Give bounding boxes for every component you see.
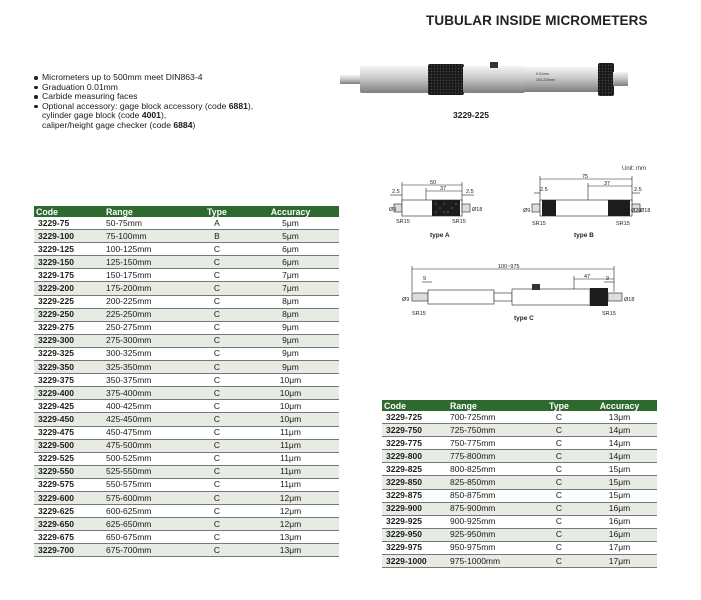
- cell-code: 3229-475: [34, 426, 104, 439]
- dim-label: SR15: [396, 219, 410, 225]
- dim-label: Ø18: [472, 207, 482, 213]
- cell-accuracy: 8μm: [242, 295, 339, 308]
- diagram-type-b: [520, 172, 650, 230]
- cell-code: 3229-775: [382, 437, 448, 450]
- cell-accuracy: 15μm: [582, 489, 657, 502]
- cell-accuracy: 12μm: [242, 491, 339, 504]
- cell-code: 3229-550: [34, 465, 104, 478]
- cell-type: C: [192, 505, 242, 518]
- dim-label: 37: [440, 186, 447, 192]
- cell-code: 3229-375: [34, 374, 104, 387]
- cell-range: 400-425mm: [104, 400, 192, 413]
- dim-label: 100~975: [498, 264, 520, 270]
- dim-label: Ø20: [631, 208, 642, 214]
- cell-type: C: [192, 374, 242, 387]
- cell-code: 3229-700: [34, 544, 104, 557]
- cell-code: 3229-350: [34, 361, 104, 374]
- cell-range: 600-625mm: [104, 505, 192, 518]
- cell-code: 3229-75: [34, 217, 104, 230]
- accessory-text: cylinder gage block (code: [42, 110, 142, 121]
- table-row: [34, 452, 339, 465]
- cell-accuracy: 14μm: [582, 424, 657, 437]
- dim-label: 50: [430, 180, 437, 186]
- cell-code: 3229-750: [382, 424, 448, 437]
- cell-range: 250-275mm: [104, 321, 192, 334]
- column-header-type: Type: [536, 400, 582, 411]
- table-row: [34, 269, 339, 282]
- cell-type: C: [192, 256, 242, 269]
- feature-list: [34, 73, 253, 131]
- cell-accuracy: 9μm: [242, 361, 339, 374]
- cell-range: 325-350mm: [104, 361, 192, 374]
- cell-type: C: [192, 426, 242, 439]
- table-row: [382, 541, 657, 554]
- cell-range: 350-375mm: [104, 374, 192, 387]
- knurled-grip: [428, 64, 464, 95]
- cell-range: 675-700mm: [104, 544, 192, 557]
- cell-type: B: [192, 230, 242, 243]
- cell-type: C: [192, 478, 242, 491]
- cell-code: 3229-975: [382, 541, 448, 554]
- accessory-code: 6884: [173, 119, 193, 130]
- cell-accuracy: 15μm: [582, 463, 657, 476]
- column-header-accuracy: Accuracy: [582, 400, 657, 411]
- cell-range: 175-200mm: [104, 282, 192, 295]
- cell-range: 275-300mm: [104, 334, 192, 347]
- cell-accuracy: 12μm: [242, 505, 339, 518]
- table-row: [34, 426, 339, 439]
- table-row: [382, 515, 657, 528]
- cell-code: 3229-600: [34, 491, 104, 504]
- cell-range: 825-850mm: [448, 476, 536, 489]
- feature-item: Micrometers up to 500mm meet DIN863-4: [34, 73, 253, 83]
- cell-accuracy: 6μm: [242, 256, 339, 269]
- feature-item: Carbide measuring faces: [34, 92, 253, 102]
- dim-label: SR15: [602, 311, 616, 317]
- cell-range: 725-750mm: [448, 424, 536, 437]
- column-header-code: Code: [34, 206, 104, 217]
- table-row: [382, 411, 657, 424]
- table-row: [34, 243, 339, 256]
- accessory-text: ),: [247, 100, 254, 111]
- cell-type: C: [192, 334, 242, 347]
- table-row: [34, 334, 339, 347]
- cell-type: C: [536, 476, 582, 489]
- cell-code: 3229-1000: [382, 555, 448, 568]
- table-row: [34, 361, 339, 374]
- accessory-text: ),: [160, 110, 167, 121]
- cell-type: C: [192, 308, 242, 321]
- cell-code: 3229-150: [34, 256, 104, 269]
- cell-type: C: [192, 439, 242, 452]
- cell-accuracy: 13μm: [242, 531, 339, 544]
- dim-label: Ø18: [624, 297, 635, 303]
- cell-code: 3229-325: [34, 347, 104, 360]
- table-row: [34, 505, 339, 518]
- cell-range: 125-150mm: [104, 256, 192, 269]
- cell-code: 3229-950: [382, 528, 448, 541]
- diagram-label-c: type C: [514, 315, 534, 322]
- product-code: 3229-225: [453, 110, 489, 120]
- table-row: [34, 465, 339, 478]
- cell-accuracy: 17μm: [582, 541, 657, 554]
- table-row: [382, 463, 657, 476]
- cell-type: C: [192, 544, 242, 557]
- feature-item: Graduation 0.01mm: [34, 83, 253, 93]
- cell-code: 3229-500: [34, 439, 104, 452]
- cell-range: 300-325mm: [104, 347, 192, 360]
- cell-type: C: [536, 515, 582, 528]
- cell-code: 3229-900: [382, 502, 448, 515]
- cell-type: C: [536, 555, 582, 568]
- cell-accuracy: 6μm: [242, 243, 339, 256]
- table-row: [34, 531, 339, 544]
- cell-type: A: [192, 217, 242, 230]
- cell-code: 3229-225: [34, 295, 104, 308]
- cell-range: 900-925mm: [448, 515, 536, 528]
- cell-type: C: [536, 411, 582, 424]
- cell-type: C: [536, 489, 582, 502]
- table-row: [382, 528, 657, 541]
- cell-accuracy: 7μm: [242, 282, 339, 295]
- cell-type: C: [192, 269, 242, 282]
- cell-code: 3229-850: [382, 476, 448, 489]
- cell-accuracy: 11μm: [242, 452, 339, 465]
- cell-accuracy: 9μm: [242, 334, 339, 347]
- cell-code: 3229-250: [34, 308, 104, 321]
- cell-code: 3229-425: [34, 400, 104, 413]
- cell-accuracy: 10μm: [242, 374, 339, 387]
- table-row: [34, 282, 339, 295]
- cell-type: C: [192, 452, 242, 465]
- table-row: [382, 424, 657, 437]
- cell-code: 3229-650: [34, 518, 104, 531]
- cell-range: 50-75mm: [104, 217, 192, 230]
- cell-type: C: [192, 518, 242, 531]
- cell-type: C: [192, 531, 242, 544]
- cell-accuracy: 14μm: [582, 437, 657, 450]
- cell-range: 225-250mm: [104, 308, 192, 321]
- cell-accuracy: 9μm: [242, 321, 339, 334]
- cell-accuracy: 5μm: [242, 217, 339, 230]
- dim-label: 2.5: [634, 187, 642, 193]
- dim-label: 2.5: [392, 189, 400, 195]
- accessory-text: Optional accessory: gage block accessory (code: [42, 100, 229, 111]
- cell-range: 450-475mm: [104, 426, 192, 439]
- dim-label: SR15: [616, 221, 630, 227]
- spec-table-right: [382, 400, 657, 568]
- cell-code: 3229-525: [34, 452, 104, 465]
- table-row: [34, 413, 339, 426]
- cell-accuracy: 15μm: [582, 476, 657, 489]
- cell-range: 525-550mm: [104, 465, 192, 478]
- column-header-code: Code: [382, 400, 448, 411]
- unit-note: Unit: mm: [622, 166, 646, 172]
- table-header-row: [382, 400, 657, 411]
- cell-range: 650-675mm: [104, 531, 192, 544]
- cell-range: 875-900mm: [448, 502, 536, 515]
- table-row: [34, 544, 339, 557]
- table-row: [34, 478, 339, 491]
- cell-type: C: [192, 347, 242, 360]
- cell-type: C: [192, 413, 242, 426]
- diagram-type-a: [386, 178, 482, 230]
- cell-type: C: [192, 361, 242, 374]
- table-row: [34, 400, 339, 413]
- table-row: [34, 387, 339, 400]
- cell-type: C: [192, 465, 242, 478]
- cell-range: 375-400mm: [104, 387, 192, 400]
- cell-range: 975-1000mm: [448, 555, 536, 568]
- dim-label: Ø9: [389, 207, 397, 213]
- cell-type: C: [536, 541, 582, 554]
- feature-item-accessory-line: [34, 121, 253, 131]
- cell-code: 3229-300: [34, 334, 104, 347]
- column-header-range: Range: [104, 206, 192, 217]
- table-row: [34, 347, 339, 360]
- cell-code: 3229-925: [382, 515, 448, 528]
- dim-label: 9: [423, 276, 427, 282]
- cell-range: 575-600mm: [104, 491, 192, 504]
- cell-range: 425-450mm: [104, 413, 192, 426]
- cell-code: 3229-825: [382, 463, 448, 476]
- cell-type: C: [192, 400, 242, 413]
- dim-label: SR15: [452, 219, 466, 225]
- cell-accuracy: 11μm: [242, 439, 339, 452]
- cell-type: C: [192, 387, 242, 400]
- cell-accuracy: 9μm: [242, 347, 339, 360]
- cell-code: 3229-450: [34, 413, 104, 426]
- cell-type: C: [536, 424, 582, 437]
- cell-accuracy: 16μm: [582, 502, 657, 515]
- cell-accuracy: 10μm: [242, 387, 339, 400]
- cell-range: 500-525mm: [104, 452, 192, 465]
- cell-accuracy: 17μm: [582, 555, 657, 568]
- cell-accuracy: 10μm: [242, 413, 339, 426]
- table-row: [34, 518, 339, 531]
- dim-label: Ø18: [640, 208, 650, 214]
- accessory-text: caliper/height gage checker (code: [42, 119, 174, 130]
- accessory-code: 4001: [141, 110, 161, 121]
- cell-accuracy: 14μm: [582, 450, 657, 463]
- cell-type: C: [536, 502, 582, 515]
- dim-label: 47: [584, 274, 591, 280]
- cell-type: C: [536, 463, 582, 476]
- table-row: [34, 321, 339, 334]
- column-header-accuracy: Accuracy: [242, 206, 339, 217]
- dim-label: Ø9: [402, 297, 410, 303]
- cell-range: 100-125mm: [104, 243, 192, 256]
- cell-accuracy: 7μm: [242, 269, 339, 282]
- cell-code: 3229-400: [34, 387, 104, 400]
- cell-range: 550-575mm: [104, 478, 192, 491]
- anvil-rod: [340, 75, 362, 84]
- cell-range: 475-500mm: [104, 439, 192, 452]
- table-row: [382, 555, 657, 568]
- cell-range: 925-950mm: [448, 528, 536, 541]
- diagram-type-c: [398, 262, 646, 320]
- barrel-text: 0.01mm: [536, 72, 549, 76]
- table-row: [34, 295, 339, 308]
- dim-label: 75: [582, 174, 589, 180]
- table-row: [382, 450, 657, 463]
- cell-type: C: [192, 321, 242, 334]
- cell-accuracy: 11μm: [242, 465, 339, 478]
- table-row: [382, 437, 657, 450]
- ratchet-grip: [598, 63, 614, 96]
- cell-accuracy: 8μm: [242, 308, 339, 321]
- column-header-range: Range: [448, 400, 536, 411]
- table-row: [34, 439, 339, 452]
- cell-type: C: [192, 295, 242, 308]
- cell-accuracy: 13μm: [582, 411, 657, 424]
- cell-range: 200-225mm: [104, 295, 192, 308]
- cell-code: 3229-175: [34, 269, 104, 282]
- cell-type: C: [192, 243, 242, 256]
- cell-range: 150-175mm: [104, 269, 192, 282]
- cell-range: 775-800mm: [448, 450, 536, 463]
- micrometer-photo: [340, 58, 628, 100]
- diagram-label-b: type B: [574, 232, 594, 239]
- cell-code: 3229-275: [34, 321, 104, 334]
- table-row: [34, 491, 339, 504]
- cell-accuracy: 5μm: [242, 230, 339, 243]
- table-row: [34, 308, 339, 321]
- cell-range: 850-875mm: [448, 489, 536, 502]
- cell-accuracy: 11μm: [242, 478, 339, 491]
- dim-label: 2.5: [466, 189, 474, 195]
- cell-code: 3229-675: [34, 531, 104, 544]
- cell-code: 3229-125: [34, 243, 104, 256]
- dim-label: SR15: [412, 311, 426, 317]
- cell-code: 3229-625: [34, 505, 104, 518]
- dim-label: 9: [606, 276, 610, 282]
- cell-accuracy: 13μm: [242, 544, 339, 557]
- cell-range: 950-975mm: [448, 541, 536, 554]
- cell-type: C: [536, 450, 582, 463]
- cell-type: C: [192, 282, 242, 295]
- accessory-text: ): [192, 119, 196, 130]
- cell-range: 75-100mm: [104, 230, 192, 243]
- cell-code: 3229-875: [382, 489, 448, 502]
- page-title: TUBULAR INSIDE MICROMETERS: [426, 13, 648, 28]
- cell-range: 800-825mm: [448, 463, 536, 476]
- barrel-text: 200-225mm: [536, 78, 556, 82]
- accessory-code: 6881: [228, 100, 248, 111]
- spec-table-left: [34, 206, 339, 557]
- cell-type: C: [536, 437, 582, 450]
- cell-range: 700-725mm: [448, 411, 536, 424]
- cell-accuracy: 11μm: [242, 426, 339, 439]
- column-header-type: Type: [192, 206, 242, 217]
- cell-range: 625-650mm: [104, 518, 192, 531]
- cell-accuracy: 10μm: [242, 400, 339, 413]
- dim-label: 2.5: [540, 187, 548, 193]
- lock-knob: [490, 62, 498, 68]
- cell-range: 750-775mm: [448, 437, 536, 450]
- table-row: [382, 489, 657, 502]
- cell-code: 3229-100: [34, 230, 104, 243]
- dim-label: Ø9: [523, 208, 531, 214]
- cell-code: 3229-200: [34, 282, 104, 295]
- table-row: [34, 217, 339, 230]
- cell-code: 3229-575: [34, 478, 104, 491]
- table-row: [382, 502, 657, 515]
- cell-accuracy: 16μm: [582, 515, 657, 528]
- table-header-row: [34, 206, 339, 217]
- cell-code: 3229-725: [382, 411, 448, 424]
- cell-type: C: [192, 491, 242, 504]
- cell-accuracy: 16μm: [582, 528, 657, 541]
- table-row: [34, 230, 339, 243]
- table-row: [34, 374, 339, 387]
- dim-label: SR15: [532, 221, 546, 227]
- cell-accuracy: 12μm: [242, 518, 339, 531]
- table-row: [34, 256, 339, 269]
- cell-code: 3229-800: [382, 450, 448, 463]
- diagram-label-a: type A: [430, 232, 450, 239]
- table-row: [382, 476, 657, 489]
- dim-label: 37: [604, 181, 611, 187]
- cell-type: C: [536, 528, 582, 541]
